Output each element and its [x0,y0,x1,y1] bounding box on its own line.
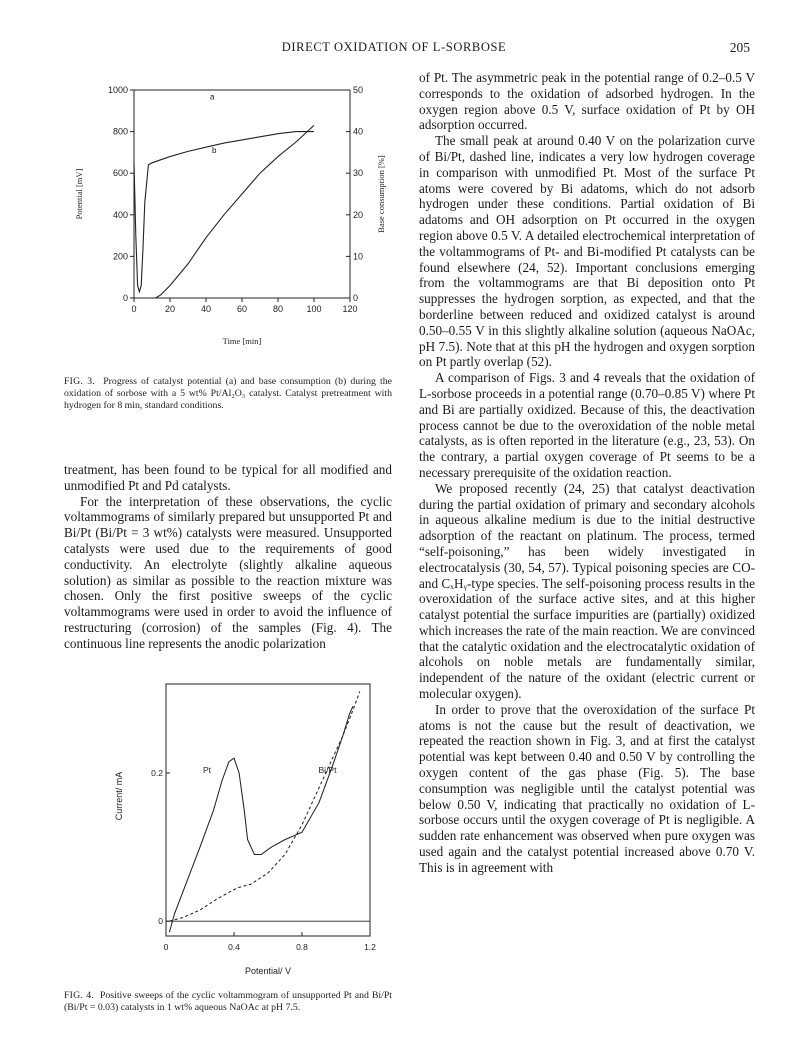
right-body-text [419,70,755,876]
y-tick-label: 1000 [107,85,128,95]
x-tick-label: 80 [272,304,284,314]
figure-4-caption [64,990,392,1014]
y-axis-title: Current/ mA [114,771,124,821]
y-tick-label: 0 [158,916,163,927]
figure-3-caption-label: FIG. 3. [64,376,96,387]
left-body-text [64,462,392,652]
figure-4 [64,674,392,984]
y-tick-label: 400 [112,209,128,220]
page-number: 205 [729,40,750,55]
series-b-line [148,125,314,298]
right-paragraph-5: In order to prove that the overoxidation of the surface Pt atoms is not the cause but the result of deactivation, we repeated the reaction shown in Fig. 3, and at first the catalyst potential was kept between 0.40 and 0.50 V by controlling the oxygen content of the gas phase (Fig. 5). The base consumption was negligible until the catalyst potential was below 0.50 V, indicating that practically no oxidation of L-sorbose occurs until the oxygen coverage of Pt is negligible. A sudden rate enhancement was observed when pure oxygen was used again and the catalyst potential increased above 0.70 V. This is in agreement with [419,701,755,875]
series-pt-label: Pt [202,764,212,775]
figure-3-chart [64,70,392,370]
x-axis-title: Potential/ V [244,966,292,976]
figure-4-caption-label: FIG. 4. [64,990,94,1001]
y2-tick-label: 50 [353,85,364,95]
y-axis-title: Potential [mV] [74,168,84,220]
right-paragraph-2: The small peak at around 0.40 V on the polarization curve of Bi/Pt, dashed line, indicates a very low hydrogen coverage in comparison with unmodified Pt. Most of the surface Pt atoms were covered by Bi adatoms, which do not adsorb hydrogen under these conditions. Partial oxidation of Bi adatoms and OH adsorption on Pt occurred in the oxygen region above 0.5 V. A detailed electrochemical interpretation of the voltammograms of Pt- and Bi-modified Pt catalysts can be found elsewhere (24, 52). Important conclusions emerging from the voltammograms are that Bi deposition onto Pt suppresses the hydrogen sorption, as expected, and that the borderline between reduced and oxidized catalyst is around 0.50–0.55 V in this slightly alkaline solution (aqueous NaOAc, pH 7.5). Note that at this pH the hydrogen and oxygen sorption on Pt partly overlap (52). [419,133,755,370]
figure-4-chart [64,674,392,984]
right-paragraph-3: A comparison of Figs. 3 and 4 reveals that the oxidation of L-sorbose proceeds in a potential range (0.70–0.85 V) where Pt and Bi are partially oxidized. Because of this, the deactivation process cannot be due to the overoxidation of the noble metal catalysts, as is often reported in the literature (e.g., 23, 53). On the contrary, a partial oxygen coverage of Pt seems to be a necessary prerequisite of the oxidation reaction. [419,370,755,480]
series-a-line [134,132,314,292]
x-tick-label: 120 [342,304,358,314]
y2-tick-label: 10 [353,251,364,262]
x-tick-label: 0.8 [296,942,308,952]
x-tick-label: 20 [164,304,176,314]
right-paragraph-4: We proposed recently (24, 25) that catalyst deactivation during the partial oxidation of primary and secondary alcohols in aqueous alkaline medium is due to the initial destructive adsorption of the reactant on platinum. The process, termed “self-poisoning,” has been widely investigated in electrocatalysis (30, 54, 57). Typical poisoning species are CO- and CₓHᵧ-type species. The self-poisoning process results in the overoxidation of the surface active sites, and at this higher catalyst potential the surface impurities are (partially) oxidized which increases the rate of the main reaction. We are convinced that the catalytic oxidation and the electrocatalytic oxidation of alcohols on noble metals are fundamentally similar, independent of the nature of the oxidant (electric current or molecular oxygen). [419,480,755,702]
y2-tick-label: 20 [353,209,364,220]
x-tick-label: 40 [200,304,212,314]
y-tick-label: 0.2 [151,767,163,778]
figure-4-caption-text: Positive sweeps of the cyclic voltammogram of unsupported Pt and Bi/Pt (Bi/Pt = 0.03) catalysts in 1 wt% aqueous NaOAc at pH 7.5. [64,990,393,1014]
y2-tick-label: 30 [353,168,364,179]
x-tick-label: 100 [306,304,322,314]
x-tick-label: 0 [163,942,169,952]
y2-tick-label: 0 [353,293,359,303]
y2-axis-title: Base consumption [%] [376,155,386,233]
y-tick-label: 0 [122,293,128,303]
x-tick-label: 0 [131,304,137,314]
figure-3-caption-text: Progress of catalyst potential (a) and base consumption (b) during the oxidation of sorbose with a 5 wt% Pt/Al₂O₃ catalyst. Catalyst pretreatment with hydrogen for 8 min, standard conditions. [64,376,392,412]
left-column [64,70,392,1030]
running-title: DIRECT OXIDATION OF L-SORBOSE [281,40,507,54]
y2-tick-label: 40 [353,126,364,137]
figure-3-caption [64,376,392,413]
running-head [0,40,788,56]
x-axis-title: Time [min] [222,336,262,346]
y-tick-label: 200 [112,251,128,262]
x-tick-label: 1.2 [364,942,376,952]
x-tick-label: 0.4 [228,942,240,952]
figure-3 [64,70,392,370]
y-tick-label: 800 [112,126,128,137]
plot-frame [166,684,370,936]
right-column [419,70,755,1030]
series-a-label: a [210,92,215,102]
series-pt-line [169,706,353,932]
left-paragraph-2: For the interpretation of these observations, the cyclic voltammograms of similarly prepared but unsupported Pt and Bi/Pt (Bi/Pt = 3 wt%) catalysts were measured. Unsupported catalysts were used due to the requirements of good conductivity. An electrolyte (slightly alkaline aqueous solution) as similar as possible to the reaction mixture was chosen. Only the first positive sweeps of the cyclic voltammograms were used in order to avoid the influence of restructuring (corrosion) of the samples (Fig. 4). The continuous line represents the anodic polarization [64,493,392,651]
series-bi-pt-line [169,691,359,921]
x-tick-label: 60 [236,304,248,314]
right-paragraph-1: of Pt. The asymmetric peak in the potential range of 0.2–0.5 V corresponds to the oxidation of adsorbed hydrogen. In the oxygen region above 0.5 V, surface oxidation of Pt by OH adsorption occurred. [419,70,755,133]
series-bi-pt-label: Bi/Pt [318,764,337,775]
series-b-label: b [212,145,217,155]
y-tick-label: 600 [112,168,128,179]
left-paragraph-1: treatment, has been found to be typical for all modified and unmodified Pt and Pd catalysts. [64,462,392,493]
